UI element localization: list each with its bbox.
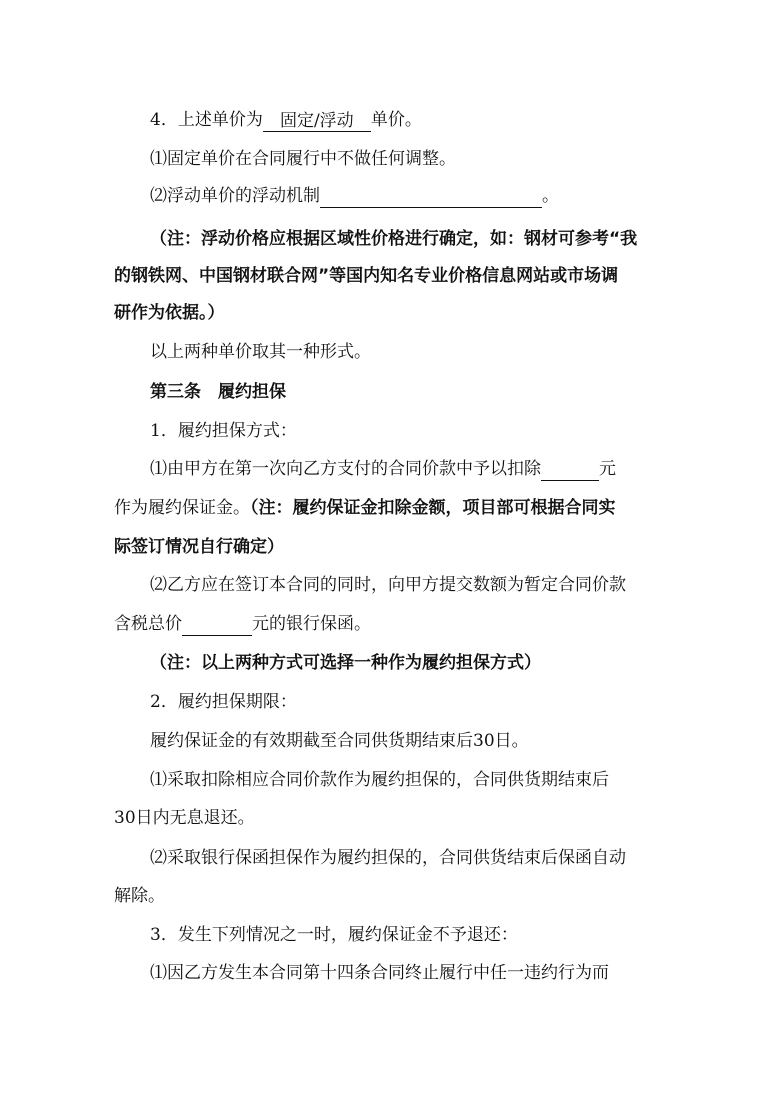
deposit-note-2: 际签订情况自行确定） — [114, 537, 284, 557]
deduction-refund-line-1: ⑴采取扣除相应合同价款作为履约担保的，合同供货期结束后 — [150, 770, 609, 790]
bank-guarantee-amount-line — [114, 612, 774, 636]
floating-mechanism-line — [150, 184, 774, 208]
deduction-refund-line-2: 30日内无息退还。 — [114, 808, 255, 828]
deposit-line — [114, 496, 774, 520]
non-refund-item-1: ⑴因乙方发生本合同第十四条合同终止履行中任一违约行为而 — [150, 963, 609, 983]
note-floating-2: 的钢铁网、中国钢材联合网”等国内知名专业价格信息网站或市场调 — [114, 266, 619, 286]
deduction-line — [150, 457, 774, 481]
non-refund-heading: 3．发生下列情况之一时，履约保证金不予退还： — [150, 925, 518, 945]
floating-mechanism-text: ⑵浮动单价的浮动机制 — [150, 186, 320, 206]
article-three-heading: 第三条 履约担保 — [150, 382, 286, 402]
unit-price-text: 4．上述单价为 — [150, 110, 263, 130]
floating-mechanism-suffix: 。 — [542, 186, 559, 206]
floating-mechanism-blank — [320, 185, 542, 208]
deposit-note: （注：履约保证金扣除金额，项目部可根据合同实 — [250, 498, 616, 518]
bank-guarantee-suffix: 元的银行保函。 — [252, 614, 371, 634]
deduction-suffix: 元 — [599, 459, 616, 479]
deduction-blank — [541, 458, 599, 481]
bank-guarantee-blank — [182, 613, 252, 636]
bank-release-line-2: 解除。 — [114, 886, 165, 906]
unit-price-blank-value: 固定/浮动 — [279, 111, 354, 131]
unit-price-line — [150, 108, 774, 132]
note-floating-3: 研作为依据。） — [114, 303, 225, 323]
bank-release-line-1: ⑵采取银行保函担保作为履约担保的，合同供货结束后保函自动 — [150, 848, 626, 868]
deduction-text: ⑴由甲方在第一次向乙方支付的合同价款中予以扣除 — [150, 459, 541, 479]
guarantee-period-heading: 2．履约担保期限： — [150, 692, 297, 712]
choose-method-note: （注：以上两种方式可选择一种作为履约担保方式） — [150, 653, 541, 673]
guarantee-method-heading: 1．履约担保方式： — [150, 421, 297, 441]
fixed-price-line: ⑴固定单价在合同履行中不做任何调整。 — [150, 149, 456, 169]
unit-price-suffix: 单价。 — [370, 110, 422, 130]
deposit-text: 作为履约保证金。 — [114, 498, 250, 518]
choose-one-line: 以上两种单价取其一种形式。 — [150, 342, 371, 362]
unit-price-blank — [263, 109, 371, 132]
validity-line: 履约保证金的有效期截至合同供货期结束后30日。 — [150, 731, 529, 751]
bank-guarantee-text: 含税总价 — [114, 614, 182, 634]
bank-guarantee-line: ⑵乙方应在签订本合同的同时，向甲方提交数额为暂定合同价款 — [150, 575, 626, 595]
note-floating-1: （注：浮动价格应根据区域性价格进行确定，如：钢材可参考“我 — [150, 229, 638, 249]
